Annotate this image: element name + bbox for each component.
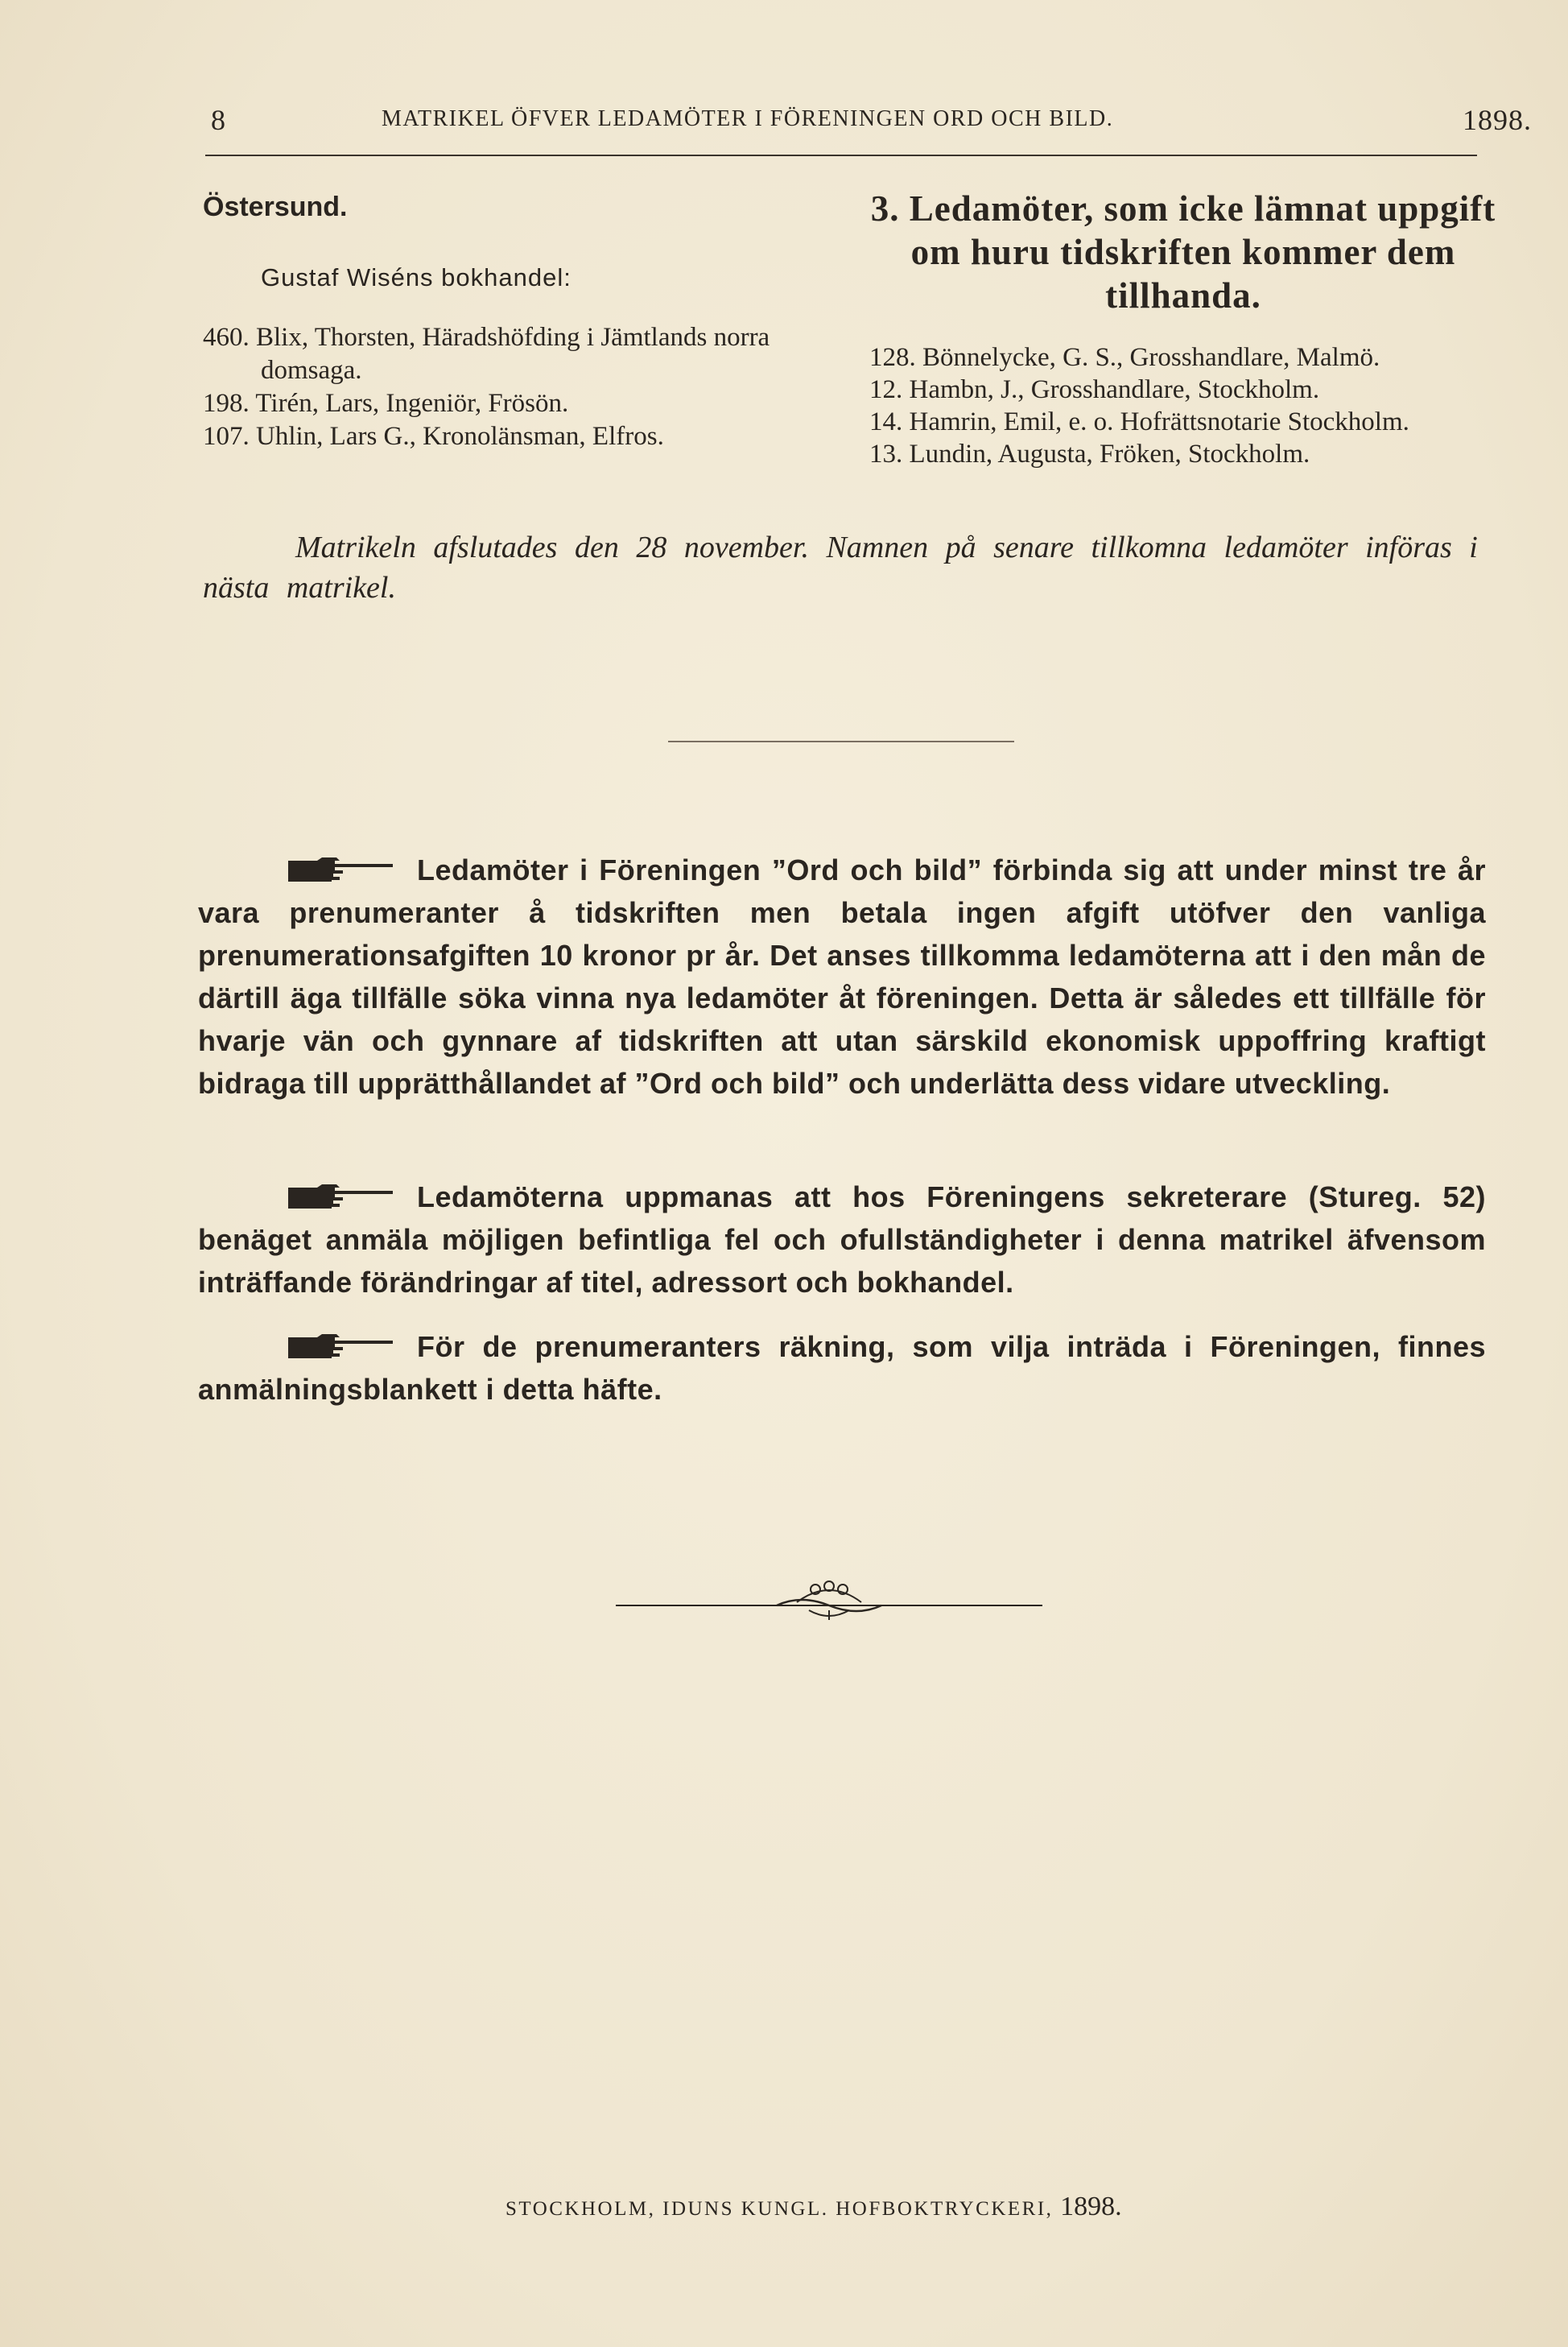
notice-text: Ledamöter i Föreningen ”Ord och bild” förbinda sig att under minst tre år vara prenumeranter å tidskriften men betala ingen afgift utöfver den vanliga prenumerationsafgiften 10 kronor pr år. Det anses tillkomma ledamöterna att i den mån de därtill äga tillfälle söka vinna nya ledamöter åt föreningen. Detta är således ett tillfälle för hvarje vän och gynnare af tidskriften att utan särskild ekonomisk uppoffring kraftigt bidraga till upprätthållandet af ”Ord och bild” och underlätta dess vidare utveckling.	[198, 853, 1486, 1100]
header-rule	[205, 155, 1477, 156]
pointing-hand-icon	[285, 1179, 406, 1206]
pointing-hand-icon	[285, 1328, 406, 1356]
divider	[668, 741, 1014, 742]
list-item: 12. Hambn, J., Grosshandlare, Stockholm.	[869, 375, 1320, 404]
left-column	[203, 192, 847, 453]
member-list	[869, 341, 1497, 470]
running-title: MATRIKEL ÖFVER LEDAMÖTER I FÖRENINGEN ORD OCH BILD.	[382, 106, 1114, 131]
bookshop-heading: Gustaf Wiséns bokhandel:	[261, 263, 571, 291]
list-item: 460. Blix, Thorsten, Häradshöfding i Jämtlands norra domsaga.	[203, 323, 770, 385]
list-item: 13. Lundin, Augusta, Fröken, Stockholm.	[869, 440, 1310, 469]
list-item: 107. Uhlin, Lars G., Kronolänsman, Elfros.	[203, 422, 664, 451]
imprint-text: STOCKHOLM, IDUNS KUNGL. HOFBOKTRYCKERI,	[505, 2198, 1054, 2220]
notice-paragraph	[198, 1176, 1486, 1304]
notice-paragraph	[198, 849, 1486, 1105]
list-item: 198. Tirén, Lars, Ingeniör, Frösön.	[203, 389, 569, 418]
member-list	[203, 321, 847, 453]
pointing-hand-icon	[285, 852, 406, 879]
notice-text: För de prenumeranters räkning, som vilja inträda i Föreningen, finnes anmälningsblankett i detta häfte.	[198, 1330, 1486, 1406]
imprint-footer	[505, 2192, 1230, 2222]
place-heading: Östersund.	[203, 192, 348, 222]
notice-paragraph	[198, 1325, 1486, 1411]
section-heading: 3. Ledamöter, som icke lämnat uppgift om huru tidskriften kommer dem tillhanda.	[870, 188, 1496, 316]
imprint-year: 1898.	[1060, 2192, 1122, 2221]
notice-text: Ledamöterna uppmanas att hos Föreningens sekreterare (Stureg. 52) benäget anmäla möjligen befintliga fel och ofullständigheter i denna matrikel äfvensom inträffande förändringar af titel, adressort och bokhandel.	[198, 1180, 1486, 1299]
header-year: 1898.	[1463, 104, 1532, 136]
ornament-divider-icon	[616, 1578, 1042, 1626]
list-item: 128. Bönnelycke, G. S., Grosshandlare, Malmö.	[869, 343, 1380, 372]
right-column	[869, 187, 1497, 470]
list-item: 14. Hamrin, Emil, e. o. Hofrättsnotarie Stockholm.	[869, 407, 1409, 436]
page-number: 8	[211, 104, 226, 136]
closing-note: Matrikeln afslutades den 28 november. Namnen på senare tillkomna ledamöter införas i nästa matrikel.	[203, 531, 1478, 605]
